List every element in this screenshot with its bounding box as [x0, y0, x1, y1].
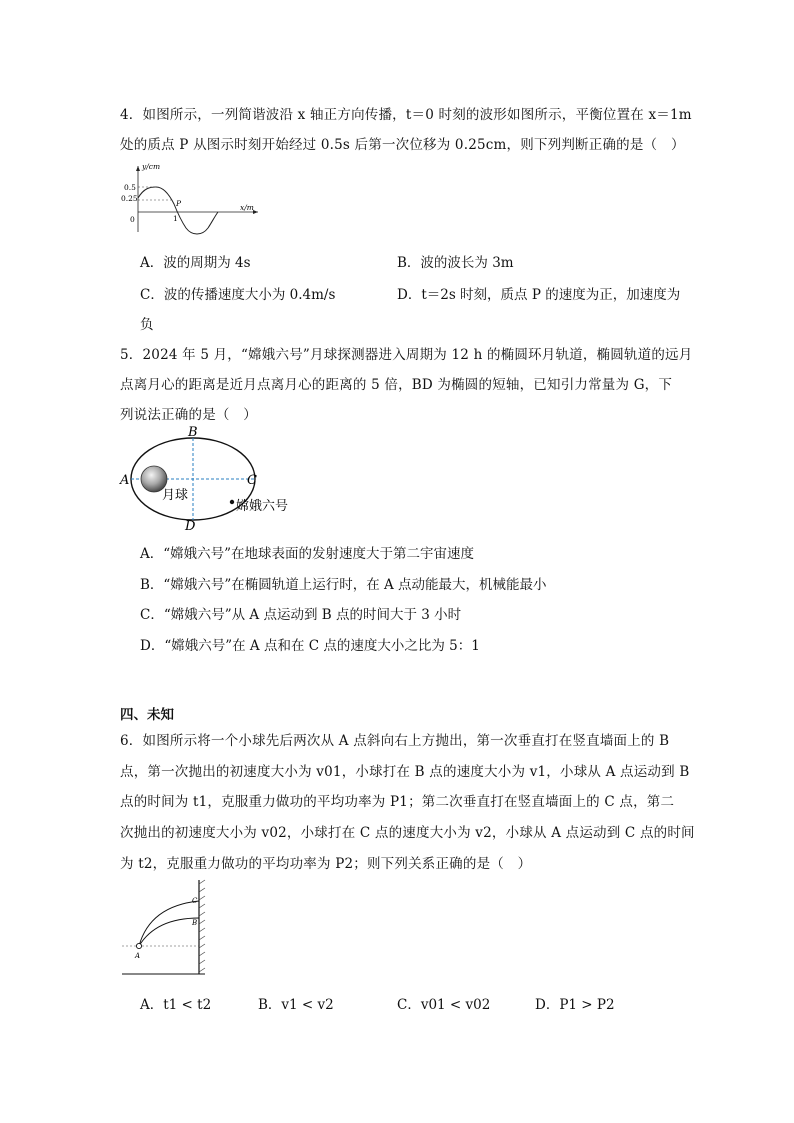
- q5-option-d: D．“嫦娥六号”在 A 点和在 C 点的速度大小之比为 5：1: [140, 638, 480, 654]
- q6-line-1: 6．如图所示将一个小球先后两次从 A 点斜向右上方抛出，第一次垂直打在竖直墙面上的 B: [120, 733, 670, 749]
- q4-option-d-line-2: 负: [140, 317, 154, 333]
- wave-curve: [138, 187, 218, 234]
- q6-option-b: B．v1 < v2: [258, 997, 334, 1013]
- q5-line-3: 列说法正确的是（ ）: [120, 407, 257, 423]
- q4-wave-figure: [120, 160, 270, 240]
- q6-option-a: A．t1 < t2: [140, 997, 212, 1013]
- q5-option-a: A．“嫦娥六号”在地球表面的发射速度大于第二宇宙速度: [140, 546, 475, 562]
- label-c: C: [247, 473, 257, 488]
- label-a: A: [120, 473, 130, 488]
- tick-1: 1: [173, 214, 178, 223]
- probe-label: 嫦娥六号: [236, 499, 289, 514]
- q5-orbit-figure: [118, 426, 318, 532]
- q6-line-5: 为 t2，克服重力做功的平均功率为 P2；则下列关系正确的是（ ）: [120, 856, 532, 872]
- q6-option-d: D．P1 > P2: [535, 997, 615, 1013]
- q5-line-1: 5．2024 年 5 月，“嫦娥六号”月球探测器进入周期为 12 h 的椭圆环月轨道，椭圆轨道的远月: [120, 347, 693, 363]
- q4-option-b: B．波的波长为 3m: [397, 255, 514, 271]
- label-c: C: [192, 897, 198, 905]
- q5-option-b: B．“嫦娥六号”在椭圆轨道上运行时，在 A 点动能最大，机械能最小: [140, 577, 547, 593]
- origin-label: 0: [130, 215, 135, 224]
- q5-option-c: C．“嫦娥六号”从 A 点运动到 B 点的时间大于 3 小时: [140, 607, 462, 623]
- x-axis-label: x/m: [240, 203, 254, 212]
- moon-label: 月球: [162, 488, 189, 503]
- q6-line-4: 次抛出的初速度大小为 v02，小球打在 C 点的速度大小为 v2，小球从 A 点运动到 C 点的时间: [120, 825, 695, 841]
- label-b: B: [192, 919, 198, 927]
- q4-option-d-line-1: D．t＝2s 时刻，质点 P 的速度为正，加速度为: [397, 287, 681, 303]
- tick-05: 0.5: [124, 183, 136, 192]
- trajectory-c: [139, 901, 199, 946]
- q4-line-2: 处的质点 P 从图示时刻开始经过 0.5s 后第一次位移为 0.25cm，则下列判断正确的是（ ）: [120, 137, 685, 153]
- section-title: 四、未知: [120, 707, 174, 723]
- ball-icon: [136, 943, 141, 948]
- label-b: B: [188, 426, 198, 440]
- q6-line-2: 点，第一次抛出的初速度大小为 v01，小球打在 B 点的速度大小为 v1，小球从 A 点运动到 B: [120, 764, 690, 780]
- point-p-label: P: [176, 199, 182, 208]
- probe-dot: [230, 500, 234, 504]
- wall-hatching: [199, 880, 205, 972]
- q6-line-3: 点的时间为 t1，克服重力做功的平均功率为 P1；第二次垂直打在竖直墙面上的 C 点，第二: [120, 794, 675, 810]
- y-axis-arrow: [136, 166, 140, 171]
- q6-projectile-figure: [118, 876, 214, 976]
- q6-option-c: C．v01 < v02: [397, 997, 491, 1013]
- label-d: D: [185, 519, 196, 532]
- label-a: A: [135, 952, 141, 960]
- q5-line-2: 点离月心的距离是近月点离月心的距离的 5 倍，BD 为椭圆的短轴，已知引力常量为 G，下: [120, 377, 673, 393]
- tick-025: 0.25: [121, 194, 138, 203]
- trajectory-b: [139, 918, 199, 946]
- y-axis-label: y/cm: [142, 162, 161, 171]
- q4-option-a: A．波的周期为 4s: [140, 255, 251, 271]
- q4-option-c: C．波的传播速度大小为 0.4m/s: [140, 287, 336, 303]
- q4-line-1: 4．如图所示，一列简谐波沿 x 轴正方向传播，t＝0 时刻的波形如图所示，平衡位置在 x＝1m: [120, 107, 692, 123]
